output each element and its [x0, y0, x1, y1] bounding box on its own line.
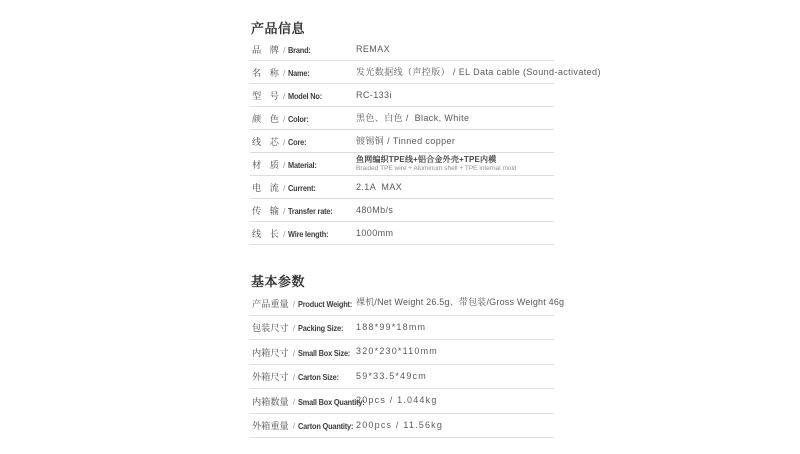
row-value-wrap — [356, 66, 601, 78]
row-label-cn: 型号 — [252, 91, 279, 101]
row-label — [250, 42, 356, 56]
row-value: 黑色、白色 / Black, White — [356, 112, 470, 123]
table-row — [250, 222, 554, 245]
row-label — [250, 345, 356, 359]
row-value-wrap — [356, 322, 554, 333]
row-value: 480Mb/s — [356, 204, 394, 215]
row-label-separator: / — [283, 229, 286, 239]
table-row — [250, 365, 554, 390]
row-label-cn: 产品重量 — [252, 298, 289, 309]
row-label-separator: / — [283, 183, 286, 193]
row-value: RC-133i — [356, 89, 392, 100]
table-row — [250, 176, 554, 199]
table-row — [250, 389, 554, 414]
row-label-separator: / — [283, 137, 286, 147]
row-label-cn: 包装尺寸 — [252, 323, 289, 334]
row-value: 320*230*110mm — [356, 346, 438, 357]
row-label-separator: / — [283, 160, 286, 170]
row-label-cn: 线长 — [252, 229, 279, 239]
row-label-separator: / — [283, 114, 286, 124]
row-label-cn: 内箱尺寸 — [252, 347, 289, 358]
row-label-separator: / — [292, 298, 296, 309]
row-label-separator: / — [292, 421, 296, 432]
row-label — [250, 88, 356, 102]
row-value-wrap — [356, 228, 554, 239]
row-value-wrap — [356, 182, 554, 193]
row-value: 裸机/Net Weight 26.5g、带包装/Gross Weight 46g — [356, 297, 565, 308]
row-label — [250, 180, 356, 194]
row-label — [250, 157, 356, 171]
row-value-sub: Braided TPE wire + Aluminum shell + TPE internal mold — [356, 165, 517, 173]
row-label-separator: / — [292, 323, 296, 334]
row-value-wrap — [356, 44, 554, 55]
row-value-wrap — [356, 420, 554, 431]
table-row — [250, 107, 554, 130]
row-value: 1000mm — [356, 227, 394, 238]
row-label-en: Wire length: — [288, 230, 329, 239]
row-value: 镀锡铜 / Tinned copper — [356, 135, 456, 146]
row-label-separator: / — [283, 206, 286, 216]
row-value-wrap — [356, 155, 554, 174]
row-label-en: Brand: — [288, 46, 312, 55]
row-label-separator: / — [283, 45, 286, 55]
table-row — [250, 130, 554, 153]
row-label-en: Transfer rate: — [288, 207, 333, 216]
row-value-wrap — [356, 297, 565, 308]
row-label-en: Current: — [288, 184, 317, 193]
row-label-en: Product Weight: — [298, 299, 353, 309]
row-value-wrap — [356, 346, 554, 357]
row-label-en: Core: — [288, 138, 307, 147]
table-row — [250, 316, 554, 341]
section-basic-parameters — [250, 274, 565, 438]
row-label-cn: 颜色 — [252, 114, 279, 124]
table-row — [250, 340, 554, 365]
row-value: 鱼网编织TPE线+铝合金外壳+TPE内模 — [356, 154, 497, 164]
row-value-wrap — [356, 113, 554, 124]
table-row — [250, 199, 554, 222]
table-row — [250, 84, 554, 107]
row-value-wrap — [356, 205, 554, 216]
row-label-cn: 品牌 — [252, 45, 279, 55]
section-title-basic-parameters: 基本参数 — [251, 274, 306, 289]
row-label-en: Packing Size: — [298, 324, 344, 334]
row-label-cn: 材质 — [252, 160, 279, 170]
row-label-en: Small Box Size: — [298, 348, 351, 358]
row-label — [250, 320, 356, 334]
row-value-wrap — [356, 136, 554, 147]
row-label-cn: 外箱尺寸 — [252, 372, 289, 383]
row-label-en: Color: — [288, 115, 309, 124]
row-label — [250, 296, 356, 310]
row-label-en: Material: — [288, 161, 318, 170]
row-label — [250, 226, 356, 240]
row-label — [250, 418, 356, 432]
row-label — [250, 394, 365, 408]
row-label-separator: / — [292, 396, 296, 407]
row-label-cn: 线芯 — [252, 137, 279, 147]
row-value: 2.1A MAX — [356, 181, 403, 192]
basic-parameters-table — [250, 291, 565, 438]
table-row — [250, 38, 554, 61]
row-label — [250, 369, 356, 383]
row-label-separator: / — [292, 347, 296, 358]
row-value-wrap — [356, 90, 554, 101]
row-label — [250, 203, 356, 217]
row-label-cn: 传输 — [252, 206, 279, 216]
row-value-wrap — [356, 395, 554, 406]
table-row — [250, 414, 554, 439]
row-label — [250, 65, 356, 79]
product-spec-sheet — [250, 21, 601, 438]
table-row — [250, 61, 601, 84]
row-value: 20pcs / 1.044kg — [356, 395, 438, 406]
row-label-en: Carton Quantity: — [298, 422, 354, 432]
row-label-en: Small Box Quantity: — [298, 397, 365, 407]
row-value: 59*33.5*49cm — [356, 370, 427, 381]
row-label-cn: 内箱数量 — [252, 396, 289, 407]
row-label — [250, 111, 356, 125]
row-label-en: Model No: — [288, 92, 323, 101]
row-value: 188*99*18mm — [356, 321, 427, 332]
row-value: 发光数据线（声控版） / EL Data cable (Sound-activated) — [356, 66, 601, 77]
row-label-separator: / — [283, 91, 286, 101]
row-value: 200pcs / 11.56kg — [356, 419, 444, 430]
row-label — [250, 134, 356, 148]
row-label-cn: 名称 — [252, 68, 279, 78]
product-info-table — [250, 38, 601, 245]
row-value-wrap — [356, 371, 554, 382]
table-row — [250, 153, 554, 176]
table-row — [250, 291, 565, 316]
section-product-info — [250, 21, 601, 245]
row-label-en: Name: — [288, 69, 311, 78]
row-label-separator: / — [292, 372, 296, 383]
row-label-separator: / — [283, 68, 286, 78]
row-label-cn: 外箱重量 — [252, 421, 289, 432]
row-value: REMAX — [356, 43, 391, 54]
row-label-cn: 电流 — [252, 183, 279, 193]
row-label-en: Carton Size: — [298, 373, 339, 383]
section-title-product-info: 产品信息 — [251, 21, 306, 36]
